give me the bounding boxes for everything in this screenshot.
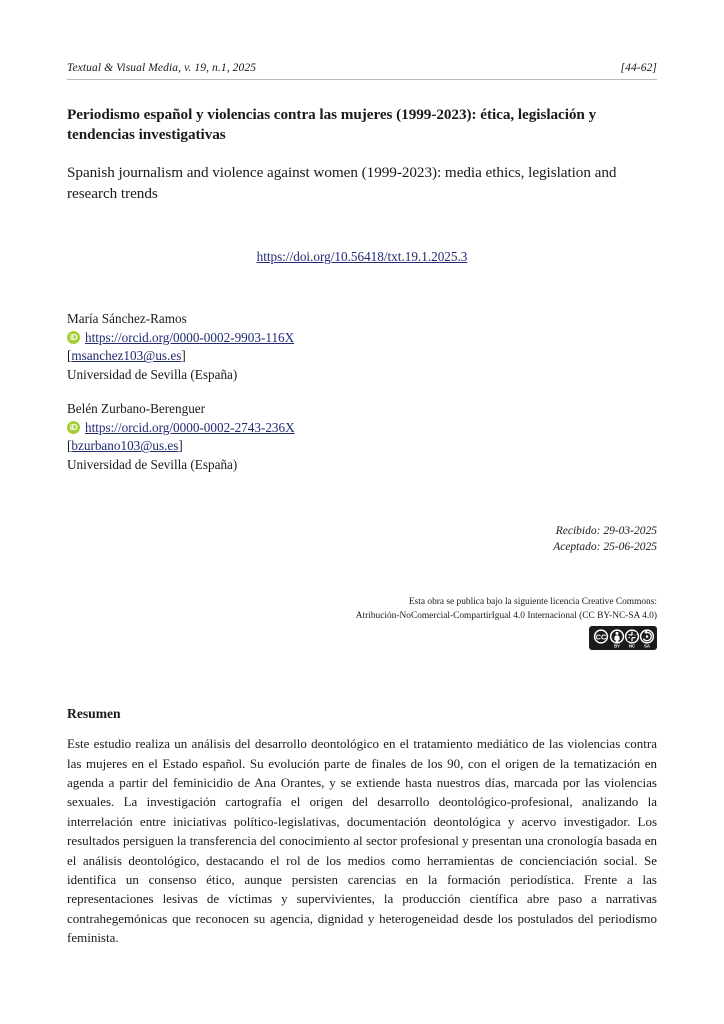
cc-sa-mark [641,630,654,648]
license-notice [67,596,657,650]
abstract-heading: Resumen [67,706,121,722]
header-divider [67,79,657,80]
author-list [67,310,657,475]
submission-dates [67,523,657,556]
author-affiliation: Universidad de Sevilla (España) [67,367,238,383]
author-orcid-row [67,329,657,348]
license-badge-container [67,626,657,650]
author-entry [67,310,657,385]
doi-link[interactable]: https://doi.org/10.56418/txt.19.1.2025.3 [256,248,468,264]
cc-mark [595,630,608,643]
author-email-link[interactable]: bzurbano103@us.es [71,438,179,454]
email-bracket-open: [ [67,348,72,364]
license-line-1: Esta obra se publica bajo la siguiente licencia Creative Commons: [408,597,657,608]
article-title-english: Spanish journalism and violence against women (1999-2023): media ethics, legislation and research trends [67,164,617,202]
author-entry [67,400,657,475]
doi-container [67,248,657,266]
author-email-link[interactable]: msanchez103@us.es [71,348,182,364]
svg-text:NC: NC [628,643,636,649]
author-affiliation: Universidad de Sevilla (España) [67,457,238,473]
svg-text:BY: BY [614,643,620,649]
running-head-pages: [44-62] [620,62,657,74]
orcid-link[interactable]: https://orcid.org/0000-0002-9903-116X [85,329,295,345]
article-title-spanish: Periodismo español y violencias contra las mujeres (1999-2023): ética, legislación y tendencias investigativas [67,106,597,144]
svg-text:CC: CC [595,632,607,642]
svg-text:SA: SA [644,643,650,649]
page-content [67,62,657,960]
creative-commons-by-nc-sa-badge[interactable] [589,626,657,650]
author-email-row [67,347,657,366]
orcid-id-icon: iD [67,331,80,344]
running-head [67,62,657,74]
running-head-journal: Textual & Visual Media, v. 19, n.1, 2025 [67,62,257,74]
author-orcid-row [67,419,657,438]
cc-by-mark [611,630,624,648]
orcid-link[interactable]: https://orcid.org/0000-0002-2743-236X [85,419,295,435]
email-bracket-open: [ [67,438,72,454]
date-accepted: Aceptado: 25-06-2025 [553,541,657,554]
email-bracket-close: ] [178,438,183,454]
author-email-row [67,437,657,456]
email-bracket-close: ] [181,348,186,364]
author-name: María Sánchez-Ramos [67,310,187,326]
license-line-2: Atribución-NoComercial-CompartirIgual 4.0 Internacional (CC BY-NC-SA 4.0) [355,610,657,621]
date-received: Recibido: 29-03-2025 [555,524,657,537]
author-name: Belén Zurbano-Berenguer [67,400,206,416]
abstract-body: Este estudio realiza un análisis del desarrollo deontológico en el tratamiento mediático de las violencias contra las mujeres en el Estado español. Su evolución parte de finales de los 90, con el origen de la tematización en agenda a partir del feminicidio de Ana Orantes, y se extiende hasta nuestros días, marcada por las violencias sexuales. La investigación cartografía el origen del desarrollo deontológico-profesional, analizando la interrelación entre iniciativas político-legislativas, documentación deontológica y acervo investigador. Los resultados persiguen la transferencia del conocimiento al sector profesional y presentan una cronología basada en el análisis deontológico, destacando el rol de los medios como herramientas de concienciación social. Se identifica un consenso ético, aunque persisten carencias en la formación periodística. Frente a las representaciones lesivas de víctimas y supervivientes, la producción científica abre paso a narrativas contrahegemónicas que reconocen su agencia, dignidad y heterogeneidad desde los postulados del periodismo feminista. [67,736,657,945]
cc-nc-mark [626,630,639,648]
orcid-id-icon: iD [67,421,80,434]
